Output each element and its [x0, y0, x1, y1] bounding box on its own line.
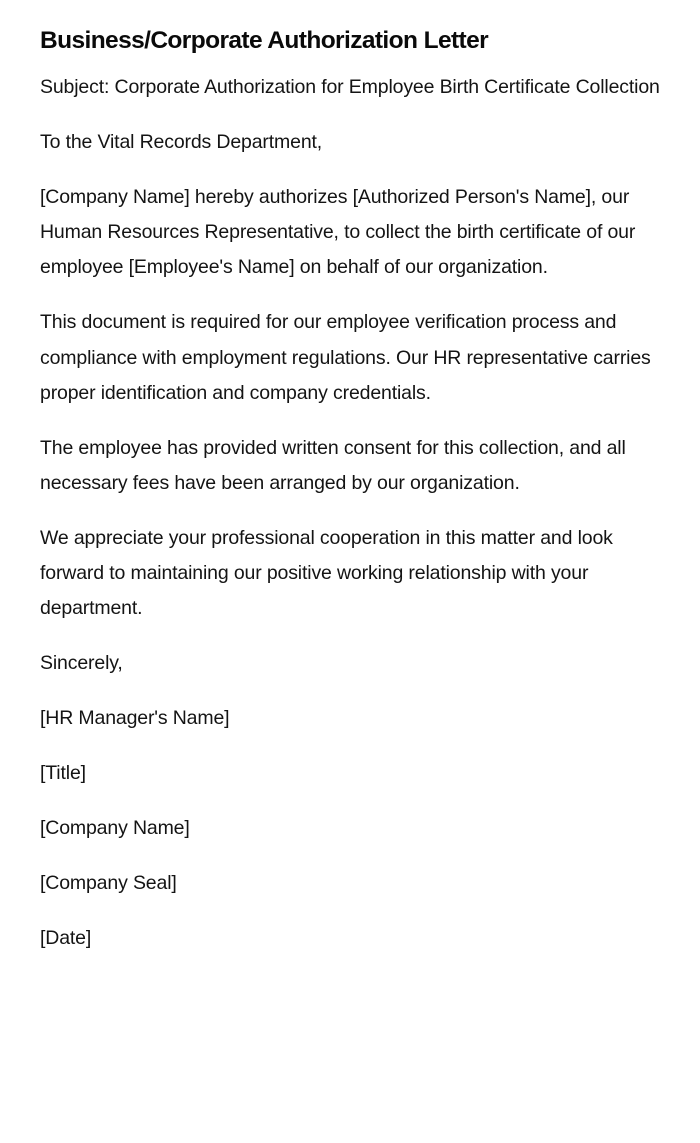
signature-seal: [Company Seal] [40, 872, 177, 895]
body-paragraph-purpose: This document is required for our employee verification process and compliance with employment regulations. Our HR representative carries proper identification and company credentials. [40, 311, 651, 404]
body-paragraph-authorization: [Company Name] hereby authorizes [Authorized Person's Name], our Human Resources Representative, to collect the birth certificate of our employee [Employee's Name] on behalf of our organization. [40, 186, 636, 279]
signature-date: [Date] [40, 927, 92, 950]
signature-name: [HR Manager's Name] [40, 707, 230, 730]
body-paragraph-consent: The employee has provided written consent for this collection, and all necessary fees have been arranged by our organization. [40, 436, 626, 495]
body-paragraph-appreciation: We appreciate your professional cooperation in this matter and look forward to maintaining our positive working relationship with your department. [40, 527, 613, 620]
signature-company: [Company Name] [40, 817, 190, 840]
document-title: Business/Corporate Authorization Letter [40, 27, 489, 54]
salutation: To the Vital Records Department, [40, 131, 323, 153]
subject-line: Subject: Corporate Authorization for Employee Birth Certificate Collection [40, 76, 660, 98]
signature-title: [Title] [40, 762, 86, 785]
closing: Sincerely, [40, 652, 123, 675]
